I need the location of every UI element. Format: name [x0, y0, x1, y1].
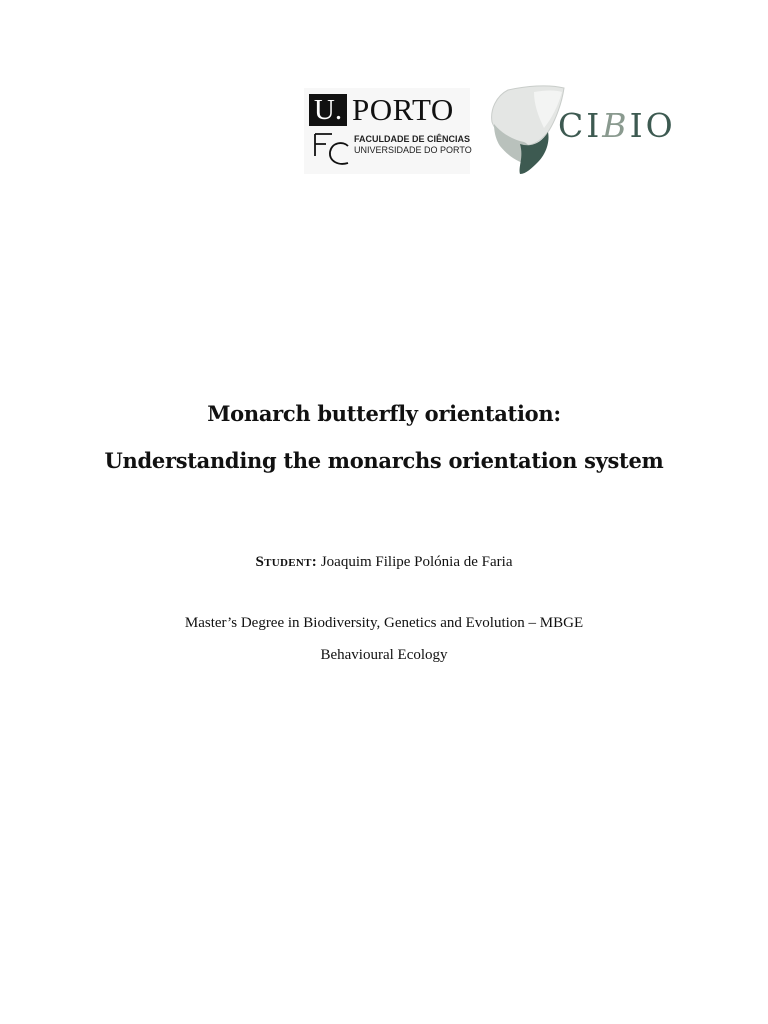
title-line-2: Understanding the monarchs orientation system	[104, 448, 664, 473]
uporto-word: PORTO	[352, 92, 454, 127]
title-line-1: Monarch butterfly orientation:	[207, 401, 561, 426]
iberia-map-icon	[490, 84, 568, 176]
student-line	[0, 552, 768, 572]
cibio-logo	[490, 84, 682, 176]
uporto-u-box: U.	[309, 94, 347, 126]
student-name: Joaquim Filipe Polónia de Faria	[320, 554, 513, 570]
university-name-line: UNIVERSIDADE DO PORTO	[354, 145, 472, 155]
cibio-suffix: IO	[629, 106, 676, 145]
course-line: Behavioural Ecology	[320, 647, 448, 663]
cibio-prefix: CI	[558, 106, 603, 145]
uporto-fcup-logo	[304, 88, 470, 174]
cibio-b-char: B	[602, 106, 630, 145]
student-label: Student:	[255, 554, 318, 570]
cibio-wordmark	[558, 106, 676, 146]
degree-line: Master’s Degree in Biodiversity, Genetics and Evolution – MBGE	[184, 615, 584, 631]
faculty-name-line: FACULDADE DE CIÊNCIAS	[354, 134, 471, 144]
fc-monogram-icon	[312, 132, 352, 168]
